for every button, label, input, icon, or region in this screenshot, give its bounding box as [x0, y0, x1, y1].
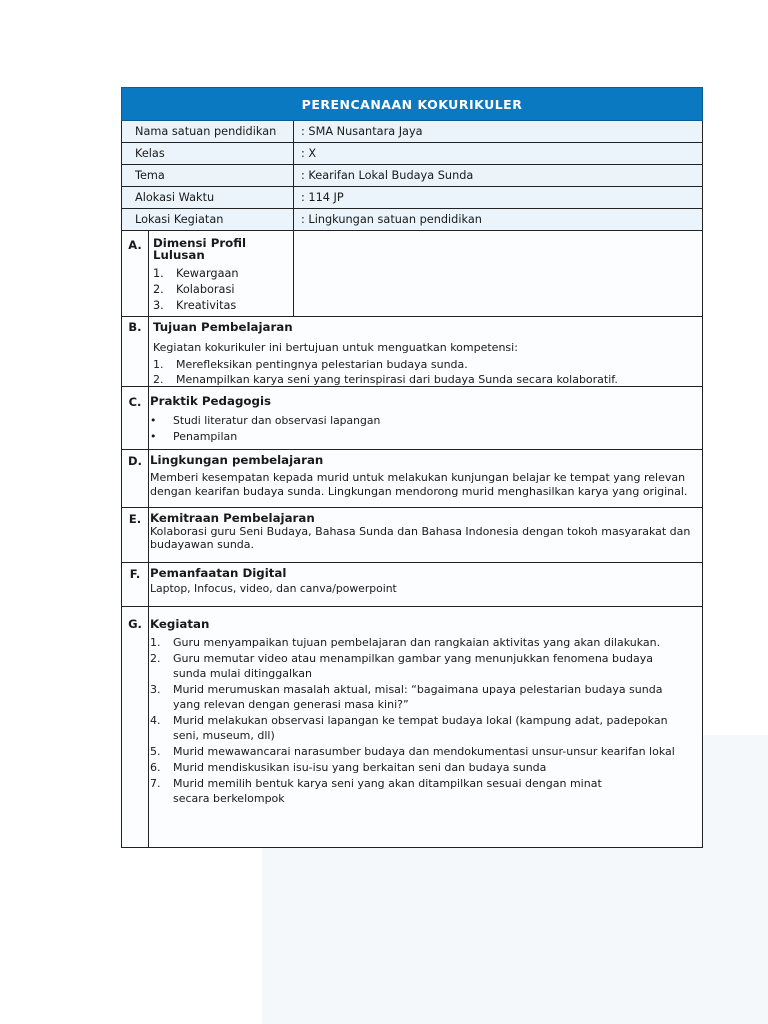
info-value: : SMA Nusantara Jaya — [301, 125, 423, 138]
section-a — [121, 231, 703, 317]
bullet-item — [150, 413, 702, 429]
empty-cell — [294, 231, 702, 316]
item-number: 3. — [150, 683, 161, 696]
item-text: Murid mendiskusikan isu-isu yang berkaitan seni dan budaya sunda — [173, 761, 547, 774]
item-number: 2. — [153, 283, 164, 296]
section-text: Kolaborasi guru Seni Budaya, Bahasa Sunda dan Bahasa Indonesia dengan tokoh masyarakat dan — [150, 525, 691, 538]
activity-item — [150, 682, 702, 712]
item-text: Murid memilih bentuk karya seni yang akan ditampilkan sesuai dengan minat — [173, 777, 602, 790]
item-number: 3. — [153, 299, 164, 312]
section-c-content — [149, 387, 702, 449]
indent — [150, 791, 173, 806]
section-text: dengan kearifan budaya sunda. Lingkungan mendorong murid menghasilkan karya yang original. — [150, 485, 688, 498]
info-value: : Lingkungan satuan pendidikan — [301, 213, 482, 226]
list-item — [153, 357, 702, 372]
section-text: Memberi kesempatan kepada murid untuk melakukan kunjungan belajar ke tempat yang relevan — [150, 471, 686, 484]
item-text-cont: yang relevan dengan generasi masa kini?” — [173, 698, 409, 711]
document-title: PERENCANAAN KOKURIKULER — [121, 87, 703, 121]
indent — [150, 697, 173, 712]
item-text: Guru menyampaikan tujuan pembelajaran dan rangkaian aktivitas yang akan dilakukan. — [173, 636, 661, 649]
item-text-cont: secara berkelompok — [173, 792, 285, 805]
bullet-icon: • — [150, 430, 157, 443]
info-label: Nama satuan pendidikan — [122, 121, 294, 142]
activity-line-cont — [150, 697, 702, 712]
section-text: budayawan sunda. — [150, 538, 255, 551]
activity-line — [150, 635, 702, 650]
info-label: Lokasi Kegiatan — [122, 209, 294, 230]
activity-line — [150, 713, 702, 728]
section-letter: C. — [122, 387, 149, 449]
info-value: : Kearifan Lokal Budaya Sunda — [301, 169, 474, 182]
item-text: Guru memutar video atau menampilkan gambar yang menunjukkan fenomena budaya — [173, 652, 653, 665]
info-row-theme — [121, 165, 703, 187]
section-c — [121, 387, 703, 450]
item-text: Penampilan — [173, 430, 238, 443]
item-text: Murid melakukan observasi lapangan ke tempat budaya lokal (kampung adat, padepokan — [173, 714, 668, 727]
info-value: : 114 JP — [301, 191, 344, 204]
item-number: 1. — [153, 267, 164, 280]
section-d — [121, 450, 703, 508]
section-e-content — [149, 508, 702, 562]
info-row-time — [121, 187, 703, 209]
list-item — [153, 266, 293, 282]
section-letter: G. — [122, 607, 149, 847]
item-number: 2. — [150, 652, 161, 665]
activity-item — [150, 760, 702, 775]
activity-item — [150, 635, 702, 650]
item-number: 1. — [150, 636, 161, 649]
info-label: Kelas — [122, 143, 294, 164]
section-letter: A. — [122, 231, 149, 316]
info-label: Tema — [122, 165, 294, 186]
section-heading: Kemitraan Pembelajaran — [150, 511, 315, 525]
section-f-content — [149, 563, 702, 606]
item-text-cont: seni, museum, dll) — [173, 729, 275, 742]
section-heading: Tujuan Pembelajaran — [153, 320, 293, 334]
section-letter: E. — [122, 508, 149, 562]
section-b — [121, 317, 703, 387]
item-text: Murid merumuskan masalah aktual, misal: “bagaimana upaya pelestarian budaya sunda — [173, 683, 663, 696]
activity-item — [150, 651, 702, 681]
section-text: Laptop, Infocus, video, dan canva/powerpoint — [150, 582, 397, 595]
section-f — [121, 563, 703, 607]
section-heading: Dimensi Profil — [153, 236, 247, 250]
planning-document — [121, 87, 703, 848]
item-text: Kolaborasi — [176, 283, 235, 296]
item-text: Kewargaan — [176, 267, 239, 280]
activity-item — [150, 713, 702, 743]
activity-line — [150, 682, 702, 697]
info-value: : X — [301, 147, 317, 160]
section-a-content — [149, 231, 294, 316]
list-item — [153, 282, 293, 298]
item-number: 4. — [150, 714, 161, 727]
indent — [150, 666, 173, 681]
activity-line-cont — [150, 791, 702, 806]
item-number: 6. — [150, 761, 161, 774]
item-text-cont: sunda mulai ditinggalkan — [173, 667, 312, 680]
section-b-content — [149, 317, 702, 386]
activity-line — [150, 760, 702, 775]
activity-line — [150, 776, 702, 791]
indent — [150, 728, 173, 743]
item-number: 5. — [150, 745, 161, 758]
bullet-icon: • — [150, 414, 157, 427]
list-item — [153, 372, 702, 387]
activity-line-cont — [150, 728, 702, 743]
section-heading-cont: Lulusan — [153, 248, 205, 262]
section-e — [121, 508, 703, 563]
item-text: Kreativitas — [176, 299, 237, 312]
item-text: Studi literatur dan observasi lapangan — [173, 414, 381, 427]
info-label: Alokasi Waktu — [122, 187, 294, 208]
activity-line-cont — [150, 666, 702, 681]
section-letter: B. — [122, 317, 149, 386]
section-heading: Lingkungan pembelajaran — [150, 453, 324, 467]
info-row-location — [121, 209, 703, 231]
activity-line — [150, 651, 702, 666]
item-number: 2. — [153, 373, 164, 386]
activity-item — [150, 776, 702, 806]
section-d-content — [149, 450, 702, 507]
item-number: 1. — [153, 358, 164, 371]
section-heading: Pemanfaatan Digital — [150, 566, 287, 580]
item-text: Merefleksikan pentingnya pelestarian budaya sunda. — [176, 358, 468, 371]
section-g-content — [149, 607, 702, 847]
info-row-school — [121, 121, 703, 143]
section-g — [121, 607, 703, 848]
bullet-item — [150, 429, 702, 445]
info-row-class — [121, 143, 703, 165]
item-number: 7. — [150, 777, 161, 790]
section-letter: D. — [122, 450, 149, 507]
section-heading: Praktik Pedagogis — [150, 394, 272, 408]
item-text: Murid mewawancarai narasumber budaya dan mendokumentasi unsur-unsur kearifan lokal — [173, 745, 675, 758]
activity-item — [150, 744, 702, 759]
section-heading: Kegiatan — [150, 617, 210, 631]
item-text: Menampilkan karya seni yang terinspirasi dari budaya Sunda secara kolaboratif. — [176, 373, 618, 386]
list-item — [153, 298, 293, 314]
activity-line — [150, 744, 702, 759]
section-letter: F. — [122, 563, 149, 606]
section-intro: Kegiatan kokurikuler ini bertujuan untuk menguatkan kompetensi: — [153, 341, 518, 354]
